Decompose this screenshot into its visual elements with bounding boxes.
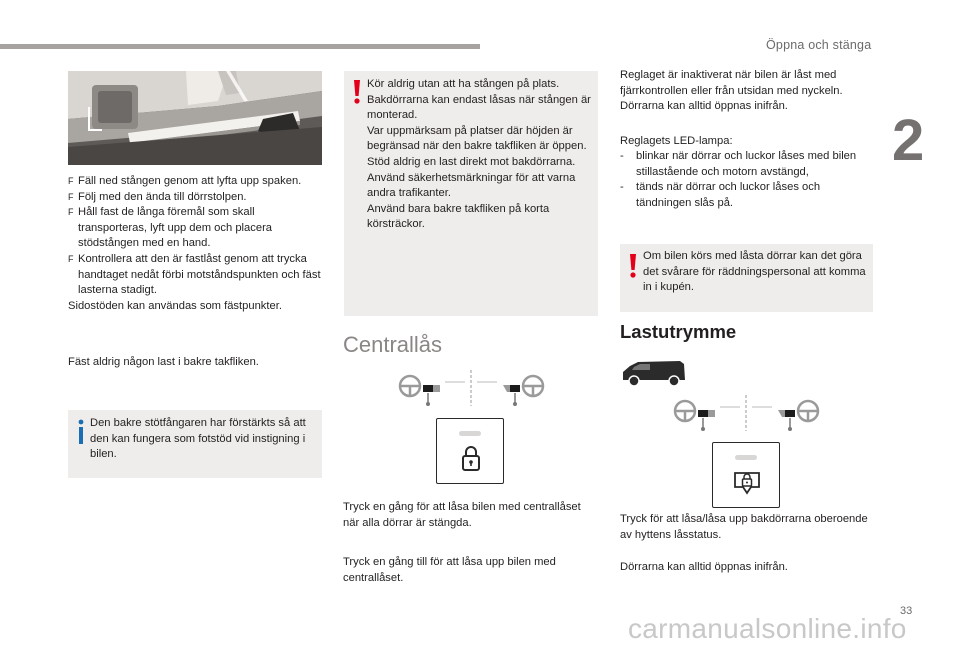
van-icon xyxy=(620,358,688,388)
no-load-warning: Fäst aldrig någon last i bakre takfliken. xyxy=(68,356,259,368)
inactive-text: Reglaget är inaktiverat när bilen är låst med fjärrkontrollen eller från utsidan med nyckeln. Dörrarna kan alltid öppnas inifrån. xyxy=(620,69,843,113)
list-item: F Kontrollera att den är fastlåst genom att trycka handtaget nedåt förbi motståndspunkten och fäst lasterna stadigt. xyxy=(68,252,321,297)
led-list xyxy=(620,149,872,211)
warning-text: Kör aldrig utan att ha stången på plats. Bakdörrarna kan endast låsas när stången är monterad. Var uppmärksam på platser där höjden är begränsad när den bakre takfliken är öppen. Stöd aldrig en last direkt mot bakdörrarna. Använd säkerhetsmärkningar för att varna andra trafikanter. Använd bara bakre takfliken på korta körsträckor. xyxy=(367,78,591,231)
bullet-marker: F xyxy=(68,253,74,264)
section-title: Öppna och stänga xyxy=(766,38,872,52)
warning-icon xyxy=(629,254,637,278)
lock-instruction: Tryck en gång för att låsa bilen med centrallåset när alla dörrar är stängda. xyxy=(343,501,581,529)
watermark: carmanualsonline.info xyxy=(628,613,907,644)
cargo-lock-button[interactable] xyxy=(712,442,780,508)
list-item: - blinkar när dörrar och luckor låses med bilen stillastående och motorn avstängd, xyxy=(620,150,857,178)
list-item: F Håll fast de långa föremål som skall transporteras, lyft upp dem och placera stödstången med en hand. xyxy=(68,206,273,250)
roof-bar-photo xyxy=(68,71,322,165)
roof-bar-illustration xyxy=(68,71,322,165)
warning-icon xyxy=(353,80,361,104)
led-heading: Reglagets LED-lampa: xyxy=(620,135,733,147)
chapter-number: 2 xyxy=(892,108,925,173)
unlock-instruction: Tryck en gång till för att låsa upp bilen med centrallåset. xyxy=(343,556,556,584)
bullet-marker: F xyxy=(68,207,74,218)
bullet-marker: F xyxy=(68,191,74,202)
central-lock-button[interactable] xyxy=(436,418,504,484)
doors-open-inside-text: Dörrarna kan alltid öppnas inifrån. xyxy=(620,561,788,573)
cargo-door-lock-icon xyxy=(733,469,761,495)
bullet-marker: F xyxy=(68,176,74,186)
warning-text: Om bilen körs med låsta dörrar kan det göra det svårare för räddningspersonal att komma in i kupén. xyxy=(643,250,866,294)
list-item: F Fäll ned stången genom att lyfta upp spaken. xyxy=(68,174,326,190)
warning-box-locked-doors xyxy=(620,244,873,312)
cargo-instruction: Tryck för att låsa/låsa upp bakdörrarna oberoende av hyttens låsstatus. xyxy=(620,513,868,541)
led-indicator xyxy=(459,431,481,436)
page-number: 33 xyxy=(900,605,913,617)
cargo-button-location-diagram xyxy=(670,395,825,435)
padlock-icon xyxy=(461,445,481,471)
heading-centrallas: Centrallås xyxy=(343,332,443,357)
warning-box xyxy=(344,71,598,316)
instruction-list xyxy=(68,174,326,314)
list-item: F Följ med den ända till dörrstolpen. xyxy=(68,190,326,206)
header-bar xyxy=(0,44,480,49)
info-text: Den bakre stötfångaren har förstärkts så att den kan fungera som fotstöd vid instigning i bilen. xyxy=(90,417,306,461)
led-indicator xyxy=(735,455,757,460)
heading-lastutrymme: Lastutrymme xyxy=(620,321,737,342)
dashboard-location-diagram xyxy=(395,370,550,410)
info-box xyxy=(68,410,322,478)
list-item: - tänds när dörrar och luckor låses och tändningen slås på. xyxy=(620,181,821,209)
side-supports-text: Sidostöden kan användas som fästpunkter. xyxy=(68,299,282,312)
info-icon xyxy=(76,419,86,445)
